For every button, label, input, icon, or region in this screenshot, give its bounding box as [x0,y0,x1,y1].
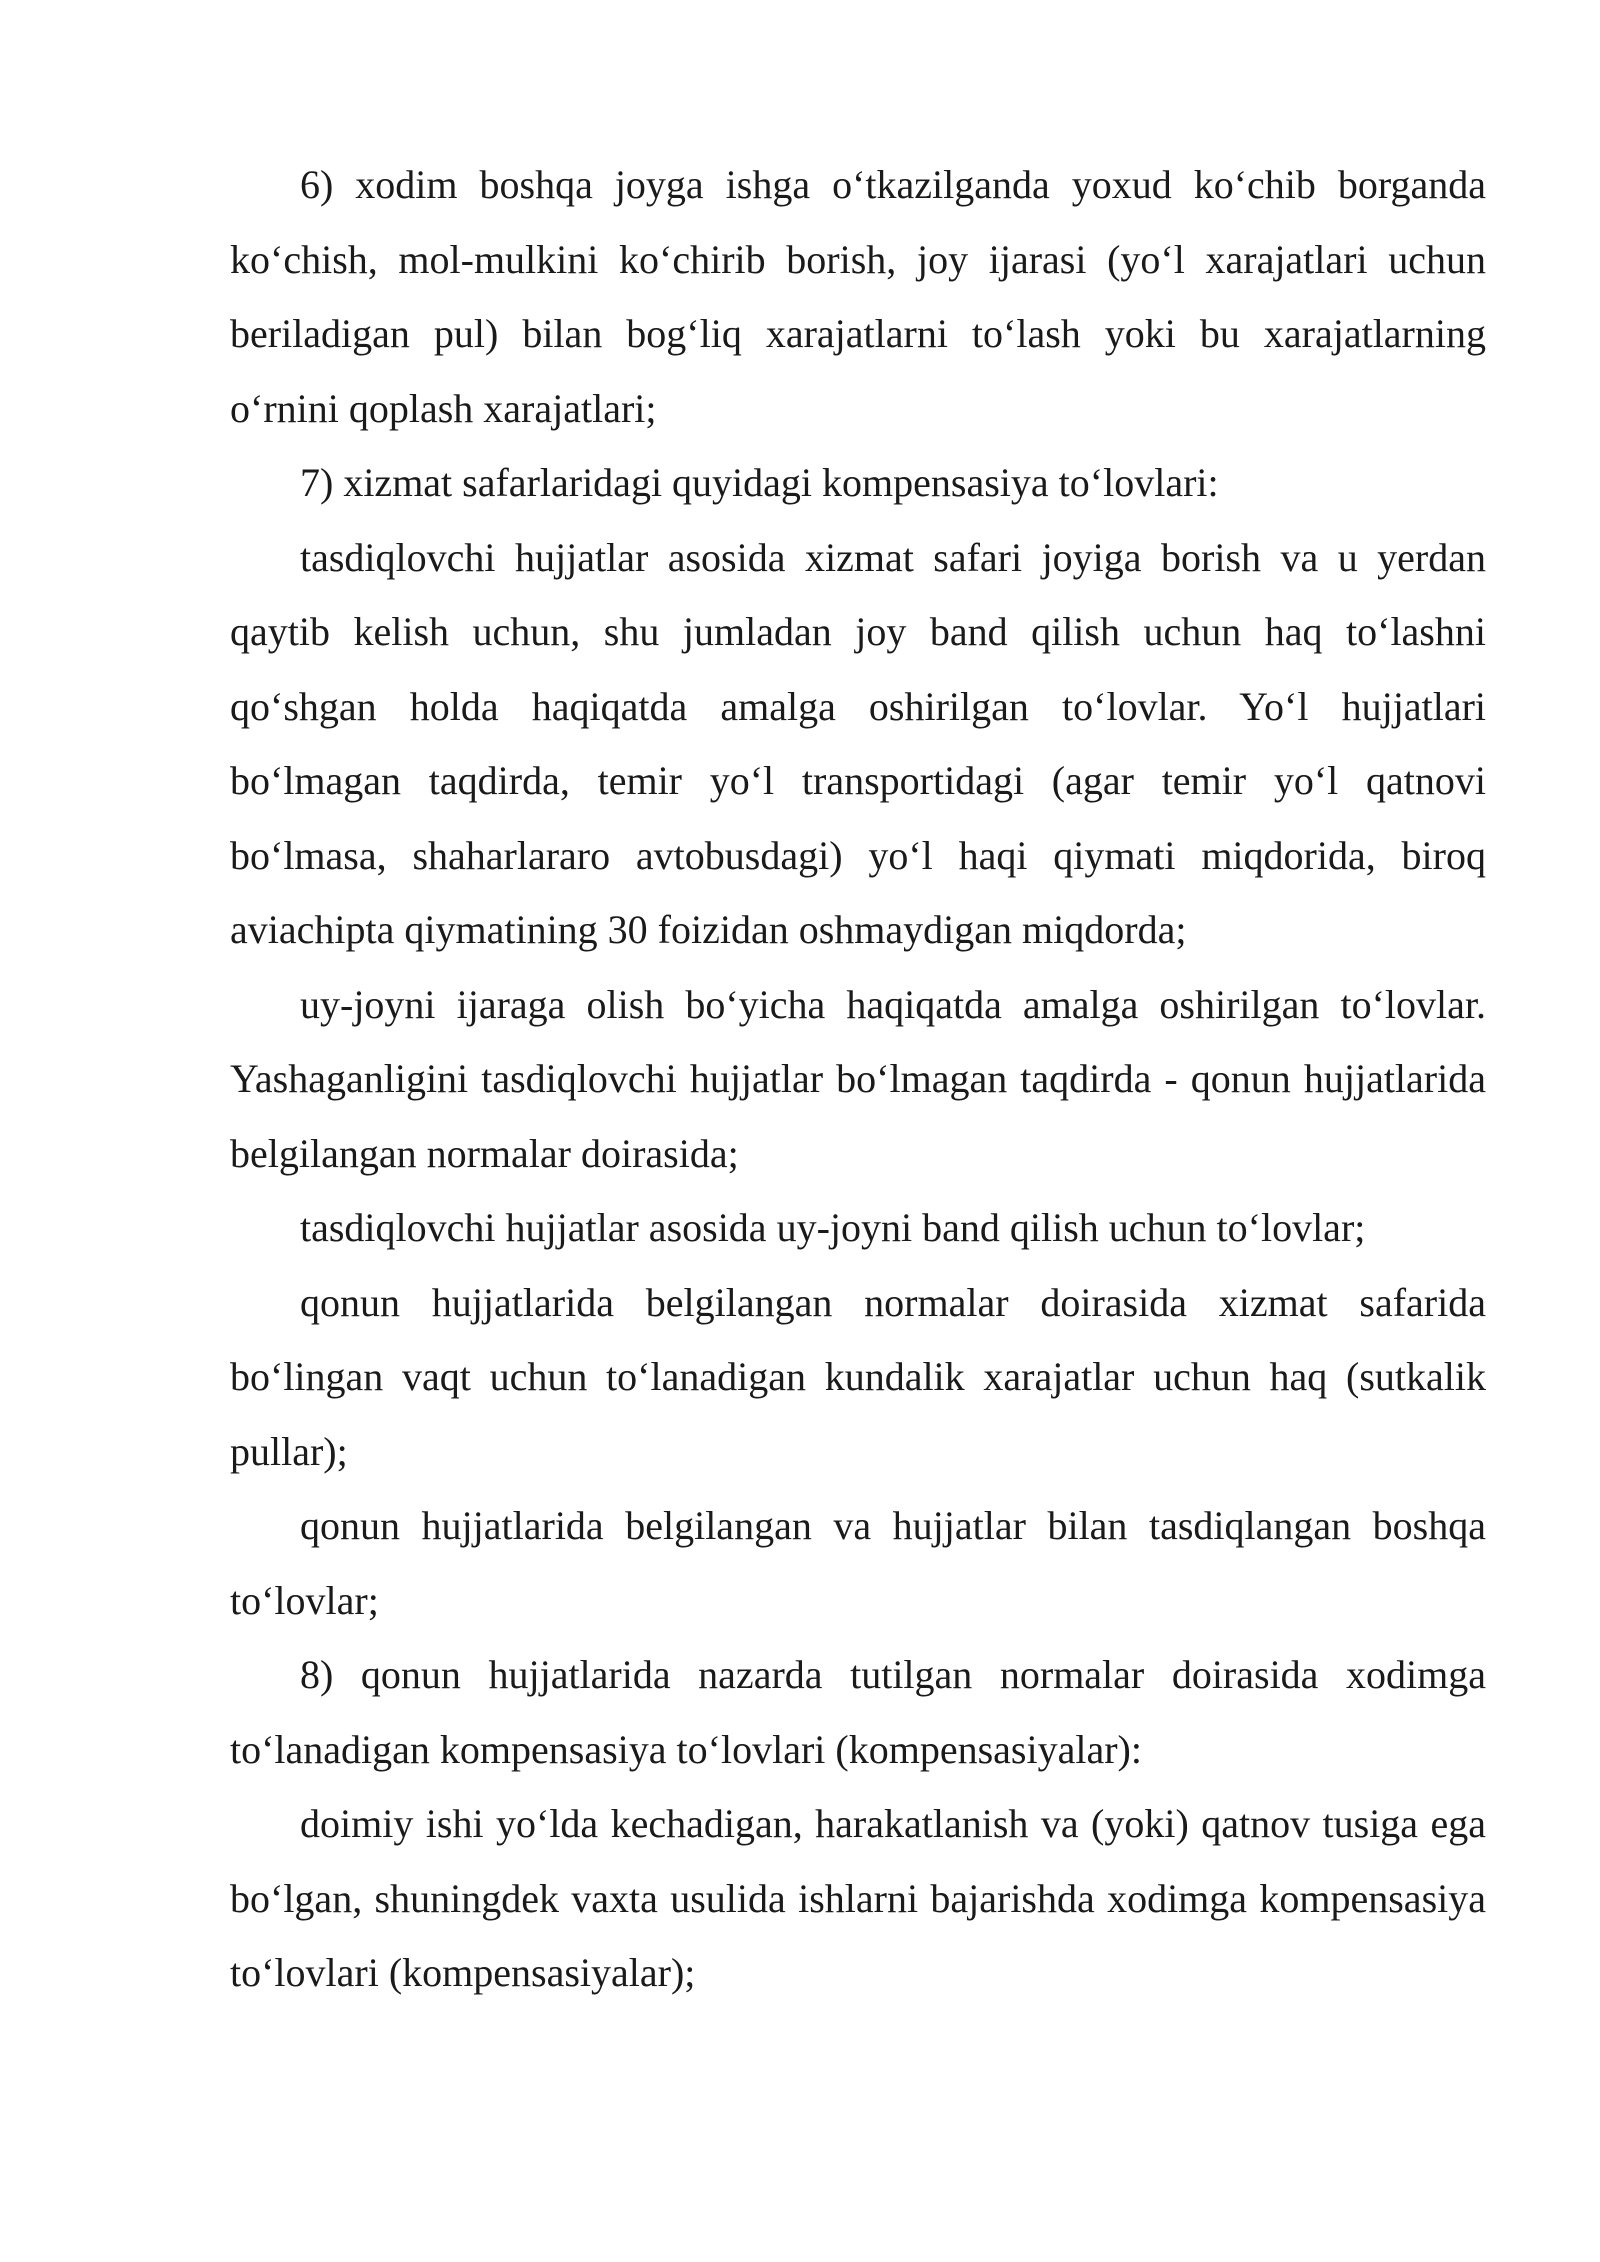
paragraph-daily-allowance: qonun hujjatlarida belgilangan normalar doirasida xizmat safarida bo‘lingan vaqt uchun to‘lanadigan kundalik xarajatlar uchun haq (sutkalik pullar); [230,1279,1486,1474]
paragraph-travel-payments: tasdiqlovchi hujjatlar asosida xizmat safari joyiga borish va u yerdan qaytib kelish uchun, shu jumladan joy band qilish uchun haq to‘lashni qo‘shgan holda haqiqatda amalga oshirilgan to‘lovlar. Yo‘l hujjatlari bo‘lmagan taqdirda, temir yo‘l transportidagi (agar temir yo‘l qatnovi bo‘lmasa, shaharlararo avtobusdagi) yo‘l haqi qiymati miqdorida, biroq aviachipta qiymatining 30 foizidan oshmaydigan miqdorda; [230,534,1486,952]
paragraph-item-6: 6) xodim boshqa joyga ishga o‘tkazilganda yoxud ko‘chib borganda ko‘chish, mol-mulkini ko‘chirib borish, joy ijarasi (yo‘l xarajatlari uchun beriladigan pul) bilan bog‘liq xarajatlarni to‘lash yoki bu xarajatlarning o‘rnini qoplash xarajatlari; [230,162,1486,431]
paragraph-other-payments: qonun hujjatlarida belgilangan va hujjatlar bilan tasdiqlangan boshqa to‘lovlar; [230,1503,1486,1623]
paragraph-housing-rent: uy-joyni ijaraga olish bo‘yicha haqiqatda amalga oshirilgan to‘lovlar. Yashaganligini tasdiqlovchi hujjatlar bo‘lmagan taqdirda - qonun hujjatlarida belgilangan normalar doirasida; [230,981,1486,1176]
paragraph-item-8: 8) qonun hujjatlarida nazarda tutilgan normalar doirasida xodimga to‘lanadigan kompensasiya to‘lovlari (kompensasiyalar): [230,1652,1486,1772]
paragraph-housing-booking: tasdiqlovchi hujjatlar asosida uy-joyni band qilish uchun to‘lovlar; [300,1205,1366,1250]
body-text [230,148,1486,2011]
paragraph-item-7: 7) xizmat safarlaridagi quyidagi kompensasiya to‘lovlari: [300,460,1219,505]
paragraph-road-work-compensation: doimiy ishi yo‘lda kechadigan, harakatlanish va (yoki) qatnov tusiga ega bo‘lgan, shuningdek vaxta usulida ishlarni bajarishda xodimga kompensasiya to‘lovlari (kompensasiyalar); [230,1801,1486,1995]
